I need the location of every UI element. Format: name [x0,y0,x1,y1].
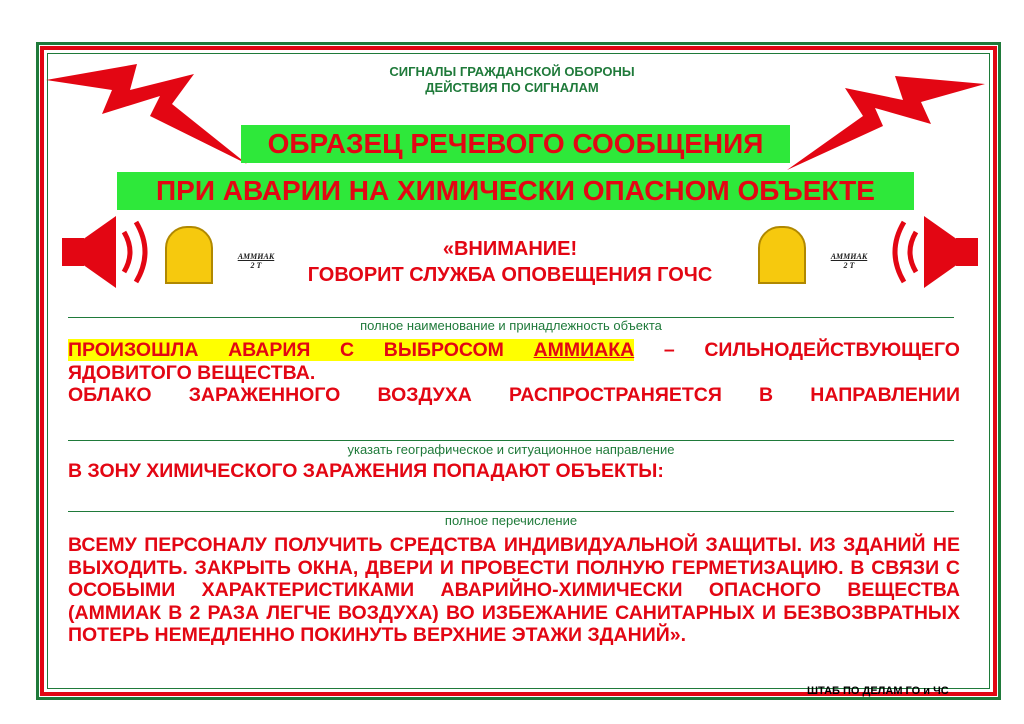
highlight-start: ПРОИЗОШЛА АВАРИЯ С ВЫБРОСОМ [68,339,534,361]
message-paragraph-2: В ЗОНУ ХИМИЧЕСКОГО ЗАРАЖЕНИЯ ПОПАДАЮТ ОБЪЕКТЫ: [68,460,664,482]
title-banner: ОБРАЗЕЦ РЕЧЕВОГО СООБЩЕНИЯ [241,125,790,163]
tank-label-right-bottom: 2 Т [843,261,855,270]
note-object-name: полное наименование и принадлежность объекта [360,318,662,333]
tank-label-left-bottom: 2 Т [250,261,262,270]
attention-line2: ГОВОРИТ СЛУЖБА ОПОВЕЩЕНИЯ ГОЧС [307,264,713,286]
loudspeaker-right-icon [882,212,982,292]
note-direction: указать географическое и ситуационное направление [347,442,675,457]
substance-name: АММИАКА [533,339,635,361]
message-p1-line2: ЯДОВИТОГО ВЕЩЕСТВА. [68,361,316,384]
blank-line-direction [68,440,954,441]
message-paragraph-1 [68,339,960,407]
tank-label-left-top: АММИАК [237,252,275,261]
header-line1: СИГНАЛЫ ГРАЖДАНСКОЙ ОБОРОНЫ [389,64,635,79]
header-line2: ДЕЙСТВИЯ ПО СИГНАЛАМ [425,80,599,95]
loudspeaker-left-icon [58,212,158,292]
attention-line1: «ВНИМАНИЕ! [442,238,578,260]
message-paragraph-3: ВСЕМУ ПЕРСОНАЛУ ПОЛУЧИТЬ СРЕДСТВА ИНДИВИДУАЛЬНОЙ ЗАЩИТЫ. ИЗ ЗДАНИЙ НЕ ВЫХОДИТЬ. ЗАКРЫТЬ ОКНА, ДВЕРИ И ПРОВЕСТИ ПОЛНУЮ ГЕРМЕТИЗАЦИЮ. В СВЯЗИ С ОСОБЫМИ ХАРАКТЕРИСТИКАМИ АВАРИЙНО-ХИМИЧЕСКИ ОПАСНОГО ВЕЩЕСТВА (АММИАК В 2 РАЗА ЛЕГЧЕ ВОЗДУХА) ВО ИЗБЕЖАНИЕ САНИТАРНЫХ И БЕЗВОЗВРАТНЫХ ПОТЕРЬ НЕМЕДЛЕННО ПОКИНУТЬ ВЕРХНИЕ ЭТАЖИ ЗДАНИЙ». [68,534,960,646]
message-p1-line3: ОБЛАКО ЗАРАЖЕННОГО ВОЗДУХА РАСПРОСТРАНЯЕТСЯ В НАПРАВЛЕНИИ [68,384,960,406]
tank-label-right [829,252,869,270]
footer-signature: ШТАБ ПО ДЕЛАМ ГО и ЧС [807,685,949,697]
p1-rest: – СИЛЬНОДЕЙСТВУЮЩЕГО [634,339,960,361]
subtitle-banner: ПРИ АВАРИИ НА ХИМИЧЕСКИ ОПАСНОМ ОБЪЕКТЕ [117,172,914,210]
ammonia-tank-left-icon [165,226,213,284]
message-p1-line1 [68,339,960,362]
highlighted-text [68,339,634,361]
blank-line-enumeration [68,511,954,512]
attention-text [240,236,780,288]
lightning-bolt-right-icon [785,74,990,174]
note-enumeration: полное перечисление [444,513,578,528]
lightning-bolt-left-icon [42,60,252,170]
tank-label-right-top: АММИАК [830,252,868,261]
ammonia-tank-right-icon [758,226,806,284]
